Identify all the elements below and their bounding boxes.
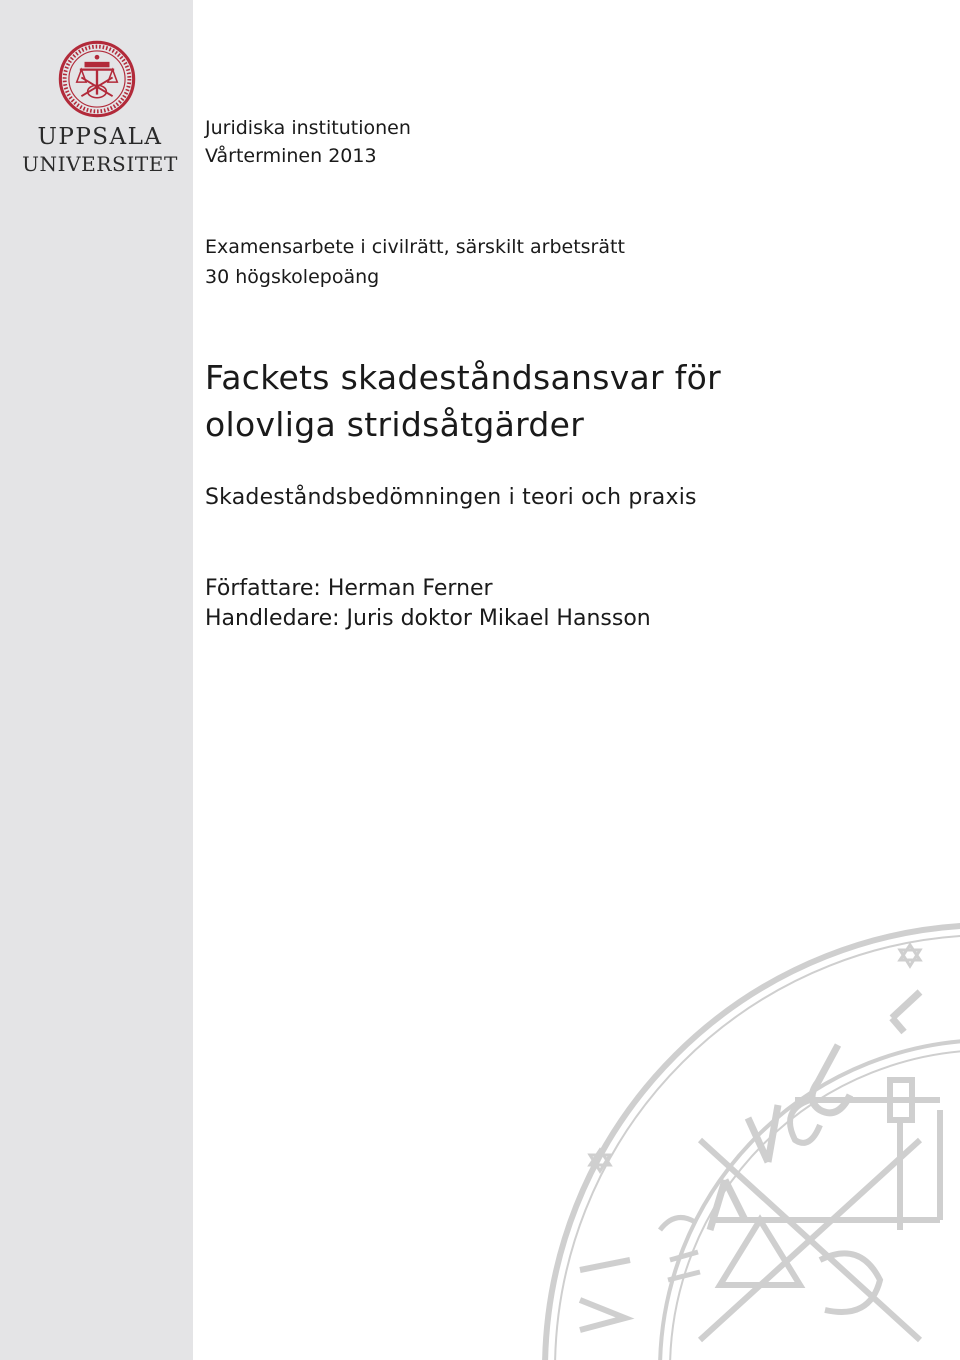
thesis-type: Examensarbete i civilrätt, särskilt arbetsrätt xyxy=(205,236,625,258)
thesis-title-line2: olovliga stridsåtgärder xyxy=(205,405,585,444)
thesis-subtitle: Skadeståndsbedömningen i teori och praxis xyxy=(205,485,697,510)
logo-wordmark-line2: UNIVERSITET xyxy=(22,152,178,176)
sidebar-panel xyxy=(0,0,193,1360)
institution-name: Juridiska institutionen xyxy=(205,117,411,139)
logo-wordmark-line1: UPPSALA xyxy=(37,124,163,150)
term: Vårterminen 2013 xyxy=(205,145,377,167)
thesis-title-line1: Fackets skadeståndsansvar för xyxy=(205,358,721,397)
author: Författare: Herman Ferner xyxy=(205,576,493,601)
supervisor: Handledare: Juris doktor Mikael Hansson xyxy=(205,606,651,631)
seal-watermark-icon xyxy=(520,900,960,1360)
thesis-credits: 30 högskolepoäng xyxy=(205,266,380,288)
university-seal-icon xyxy=(58,40,136,118)
